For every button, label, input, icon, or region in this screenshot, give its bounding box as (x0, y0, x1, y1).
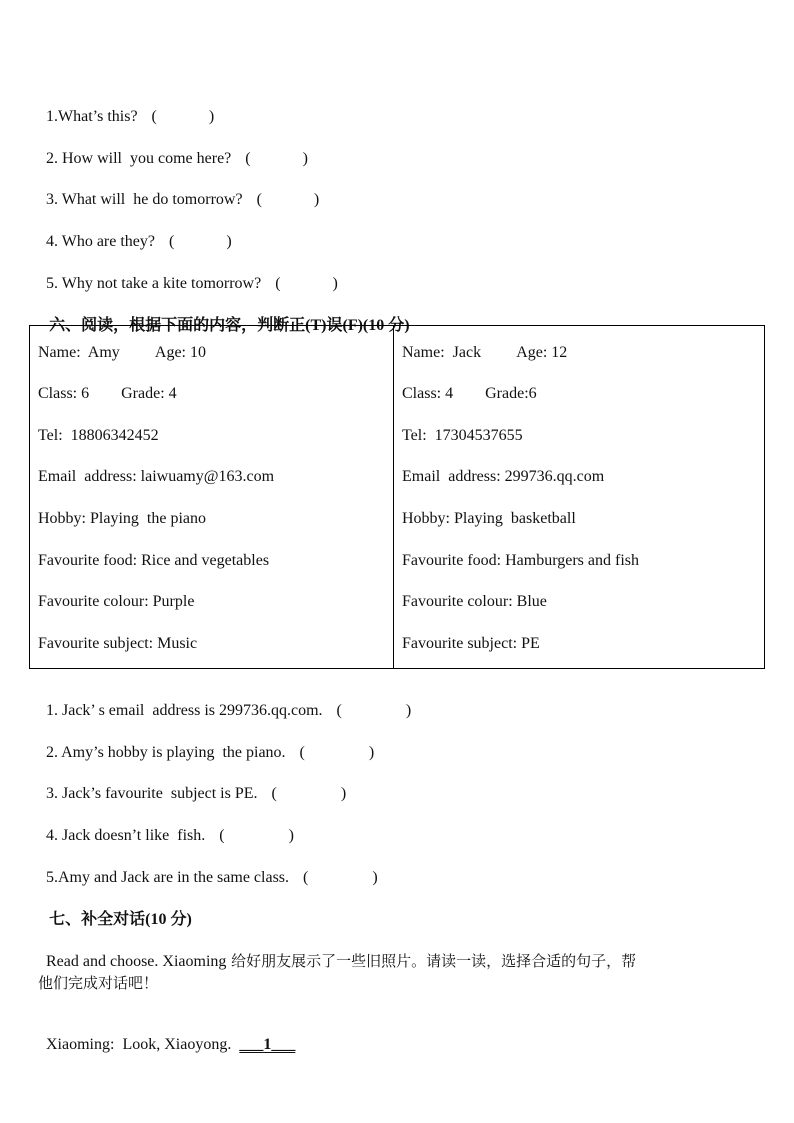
question-2 (38, 129, 308, 169)
reading-question-3 (38, 764, 346, 804)
question-text: 2. How will you come here? (46, 150, 232, 167)
jack-email: Email address: 299736.qq.com (402, 468, 605, 485)
jack-name-age: Name: Jack Age: 12 (402, 344, 568, 361)
answer-blank[interactable]: ( ) (256, 191, 320, 208)
answer-blank[interactable]: ( ) (169, 233, 232, 250)
reading-question-2 (38, 723, 374, 763)
reading-question-4 (38, 806, 294, 846)
heading-cn-part: 分 (388, 315, 405, 334)
answer-blank[interactable]: ( ) (336, 702, 412, 719)
info-table (29, 325, 765, 669)
question-3 (38, 170, 319, 210)
heading-false-mark: (F)(10 (342, 317, 389, 334)
jack-favourite-subject: Favourite subject: PE (402, 635, 540, 652)
answer-blank[interactable]: ( ) (271, 785, 347, 802)
question-text: 4. Jack doesn’t like fish. (46, 827, 206, 844)
amy-info-column (30, 326, 394, 668)
heading-true-mark: (T) (305, 317, 327, 334)
reading-question-5 (38, 848, 378, 888)
jack-tel: Tel: 17304537655 (402, 427, 523, 444)
jack-class-grade: Class: 4 Grade:6 (402, 385, 537, 402)
heading-cn-part: 六、阅读，根据下面的内容，判断正 (49, 315, 306, 334)
section-7-heading (38, 889, 192, 930)
answer-blank[interactable]: ( ) (303, 869, 378, 886)
question-text: 1.What’s this? (46, 108, 138, 125)
question-text: 5.Amy and Jack are in the same class. (46, 869, 290, 886)
heading-cn-part: 分 (170, 909, 187, 928)
amy-hobby: Hobby: Playing the piano (38, 510, 206, 527)
jack-favourite-colour: Favourite colour: Blue (402, 593, 547, 610)
question-text: 4. Who are they? (46, 233, 155, 250)
answer-blank[interactable]: ( ) (219, 827, 294, 844)
question-text: 1. Jack’ s email address is 299736.qq.com. (46, 702, 323, 719)
jack-favourite-food: Favourite food: Hamburgers and fish (402, 552, 639, 569)
dialogue-line-1 (38, 1015, 295, 1055)
amy-favourite-food: Favourite food: Rice and vegetables (38, 552, 270, 569)
amy-favourite-subject: Favourite subject: Music (38, 635, 198, 652)
question-text: 5. Why not take a kite tomorrow? (46, 275, 262, 292)
instructions-en: Read and choose. Xiaoming (46, 953, 227, 970)
amy-name-age: Name: Amy Age: 10 (38, 344, 206, 361)
dialogue-speaker-text: Xiaoming: Look, Xiaoyong. (46, 1036, 232, 1053)
reading-question-1 (38, 681, 411, 721)
heading-cn-part: 七、补全对话 (49, 909, 146, 928)
question-text: 3. Jack’s favourite subject is PE. (46, 785, 258, 802)
question-text: 2. Amy’s hobby is playing the piano. (46, 744, 286, 761)
instructions-line-1 (38, 931, 636, 972)
answer-blank[interactable]: ( ) (151, 108, 215, 125)
question-4 (38, 212, 232, 252)
heading-score: (10 (145, 911, 171, 928)
amy-email: Email address: laiwuamy@163.com (38, 468, 275, 485)
heading-close: ) (186, 911, 192, 928)
question-text: 3. What will he do tomorrow? (46, 191, 243, 208)
instructions-cn: 给好朋友展示了一些旧照片。请读一读，选择合适的句子，帮 (226, 952, 637, 970)
amy-favourite-colour: Favourite colour: Purple (38, 593, 195, 610)
amy-class-grade: Class: 6 Grade: 4 (38, 385, 177, 402)
heading-cn-part: 误 (326, 315, 343, 334)
answer-blank[interactable]: ( ) (299, 744, 375, 761)
amy-tel: Tel: 18806342452 (38, 427, 159, 444)
jack-hobby: Hobby: Playing basketball (402, 510, 576, 527)
dialogue-blank-1[interactable]: ___1___ (239, 1036, 296, 1053)
instructions-line-2: 他们完成对话吧！ (38, 974, 159, 992)
answer-blank[interactable]: ( ) (245, 150, 308, 167)
question-1 (38, 87, 214, 127)
heading-close: ) (404, 317, 410, 334)
jack-info-column (394, 326, 764, 668)
answer-blank[interactable]: ( ) (275, 275, 338, 292)
question-5 (38, 254, 338, 294)
